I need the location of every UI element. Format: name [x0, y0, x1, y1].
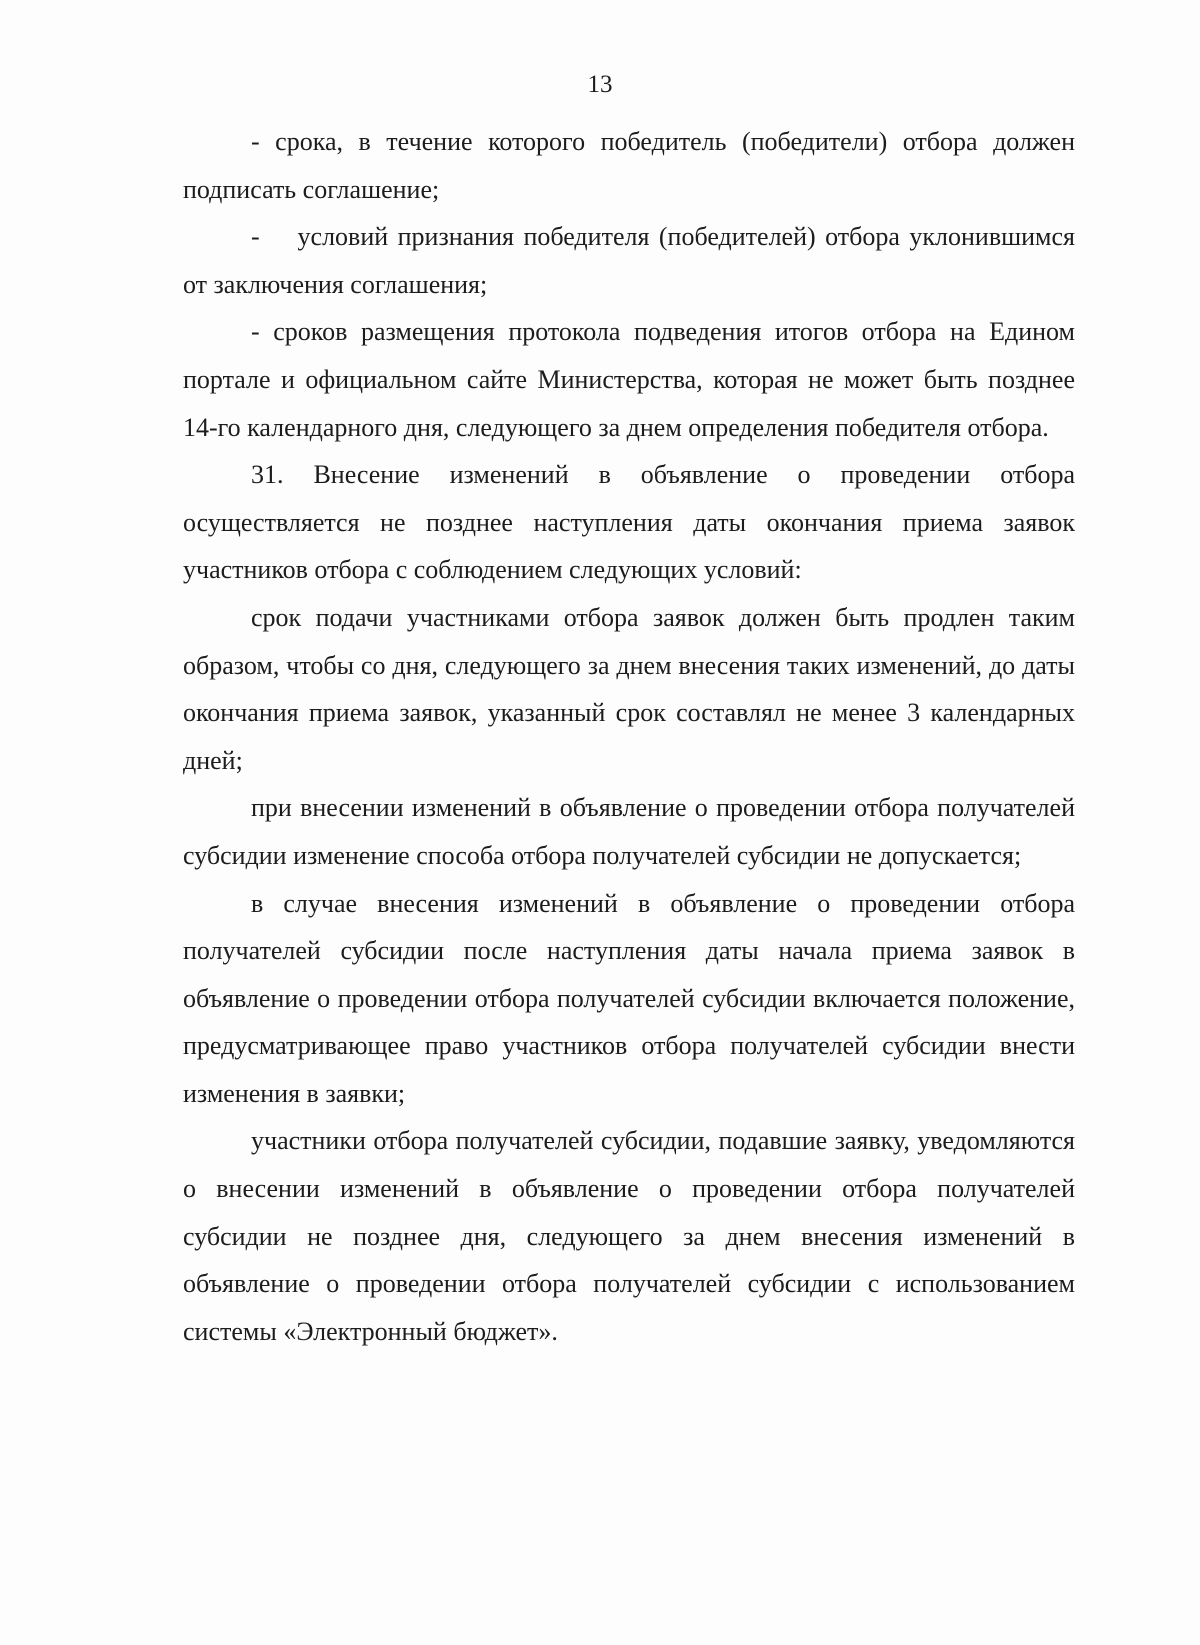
paragraph-participant-notification: участники отбора получателей субсидии, подавшие заявку, уведомляются о внесении изменений в объявление о проведении отбора получателей субсидии не позднее дня, следующего за днем внесения изменений в объявление о проведении отбора получателей субсидии с использованием системы «Электронный бюджет».	[183, 1126, 1075, 1346]
paragraph-protocol-publication: - сроков размещения протокола подведения итогов отбора на Едином портале и официальном сайте Министерства, которая не может быть позднее 14-го календарного дня, следующего за днем определения победителя отбора.	[183, 317, 1075, 442]
paragraph-signing-deadline: - срока, в течение которого победитель (победители) отбора должен подписать соглашение;	[183, 127, 1075, 204]
paragraph-deadline-extension: срок подачи участниками отбора заявок должен быть продлен таким образом, чтобы со дня, следующего за днем внесения таких изменений, до даты окончания приема заявок, указанный срок составлял не менее 3 календарных дней;	[183, 602, 1075, 775]
page-number: 13	[587, 71, 613, 98]
paragraph-evasion-conditions: - условий признания победителя (победителей) отбора уклонившимся от заключения соглашения;	[183, 222, 1075, 299]
document-body	[183, 118, 1075, 1355]
paragraph-31-amendments: 31. Внесение изменений в объявление о проведении отбора осуществляется не позднее наступления даты окончания приема заявок участников отбора с соблюдением следующих условий:	[183, 460, 1075, 585]
paragraph-method-change: при внесении изменений в объявление о проведении отбора получателей субсидии изменение способа отбора получателей субсидии не допускается;	[183, 793, 1075, 870]
paragraph-application-changes: в случае внесения изменений в объявление о проведении отбора получателей субсидии после наступления даты начала приема заявок в объявление о проведении отбора получателей субсидии включается положение, предусматривающее право участников отбора получателей субсидии внести изменения в заявки;	[183, 888, 1075, 1108]
